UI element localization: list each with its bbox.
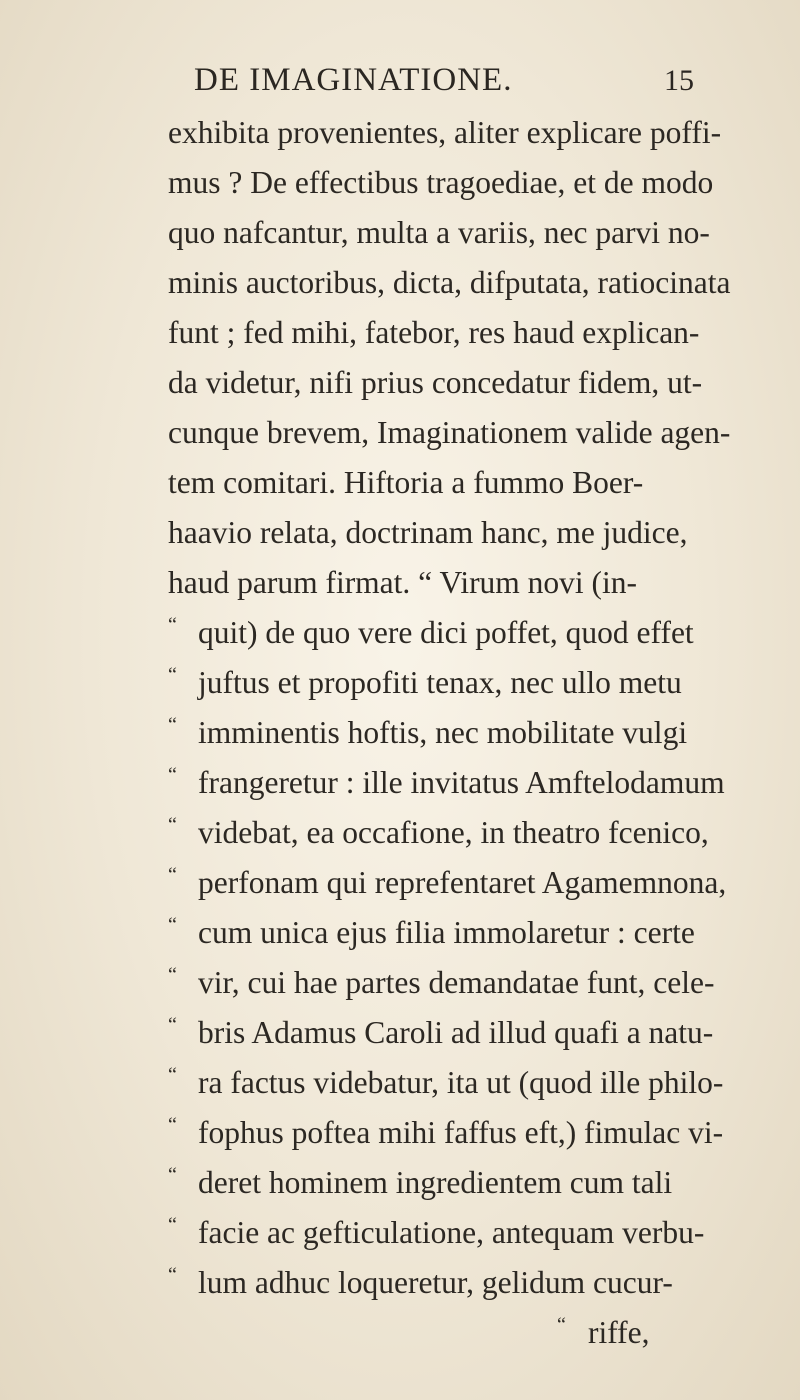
text-line: quit) de quo vere dici poffet, quod effet bbox=[198, 615, 694, 650]
text-line: haud parum firmat. “ Virum novi (in- bbox=[168, 565, 638, 600]
text-line: imminentis hoftis, nec mobilitate vulgi bbox=[198, 715, 688, 750]
quote-mark: “ bbox=[168, 1114, 177, 1136]
quote-mark: “ bbox=[168, 714, 177, 736]
quote-mark: “ bbox=[168, 814, 177, 836]
text-line: mus ? De effectibus tragoediae, et de modo bbox=[168, 165, 714, 200]
text-line: tem comitari. Hiftoria a fummo Boer- bbox=[168, 465, 644, 500]
text-line: minis auctoribus, dicta, difputata, ratiocinata bbox=[168, 265, 731, 300]
text-line: frangeretur : ille invitatus Amftelodamum bbox=[198, 765, 725, 800]
quote-mark: “ bbox=[168, 1064, 177, 1086]
text-line: bris Adamus Caroli ad illud quafi a natu- bbox=[198, 1015, 714, 1050]
text-line: haavio relata, doctrinam hanc, me judice, bbox=[168, 515, 688, 550]
quote-mark: “ bbox=[168, 914, 177, 936]
text-line: videbat, ea occafione, in theatro fcenico, bbox=[198, 815, 709, 850]
quote-mark: “ bbox=[168, 664, 177, 686]
text-line: da videtur, nifi prius concedatur fidem, ut- bbox=[168, 365, 703, 400]
quote-mark: “ bbox=[168, 964, 177, 986]
text-line: fophus poftea mihi faffus eft,) fimulac vi- bbox=[198, 1115, 724, 1150]
quote-mark: “ bbox=[168, 764, 177, 786]
text-line: quo nafcantur, multa a variis, nec parvi no- bbox=[168, 215, 710, 250]
text-line: vir, cui hae partes demandatae funt, cele- bbox=[198, 965, 715, 1000]
text-line: riffe, bbox=[588, 1315, 650, 1350]
quote-mark: “ bbox=[168, 864, 177, 886]
quote-mark: “ bbox=[168, 1014, 177, 1036]
quote-mark: “ bbox=[557, 1314, 566, 1336]
quote-mark: “ bbox=[168, 1214, 177, 1236]
text-line: ra factus videbatur, ita ut (quod ille philo- bbox=[198, 1065, 724, 1100]
text-line: funt ; fed mihi, fatebor, res haud explican- bbox=[168, 315, 700, 350]
text-line: perfonam qui reprefentaret Agamemnona, bbox=[198, 865, 727, 900]
quote-mark: “ bbox=[168, 1164, 177, 1186]
quote-mark: “ bbox=[168, 614, 177, 636]
text-line: cum unica ejus filia immolaretur : certe bbox=[198, 915, 695, 950]
text-line: deret hominem ingredientem cum tali bbox=[198, 1165, 673, 1200]
page-number: 15 bbox=[664, 64, 694, 97]
quote-mark: “ bbox=[168, 1264, 177, 1286]
text-line: cunque brevem, Imaginationem valide agen- bbox=[168, 415, 731, 450]
text-line: facie ac gefticulatione, antequam verbu- bbox=[198, 1215, 705, 1250]
page-header bbox=[0, 62, 800, 102]
text-line: juftus et propofiti tenax, nec ullo metu bbox=[198, 665, 682, 700]
text-line: exhibita provenientes, aliter explicare poffi- bbox=[168, 115, 722, 150]
text-line: lum adhuc loqueretur, gelidum cucur- bbox=[198, 1265, 673, 1300]
running-title: DE IMAGINATIONE. bbox=[194, 62, 513, 98]
